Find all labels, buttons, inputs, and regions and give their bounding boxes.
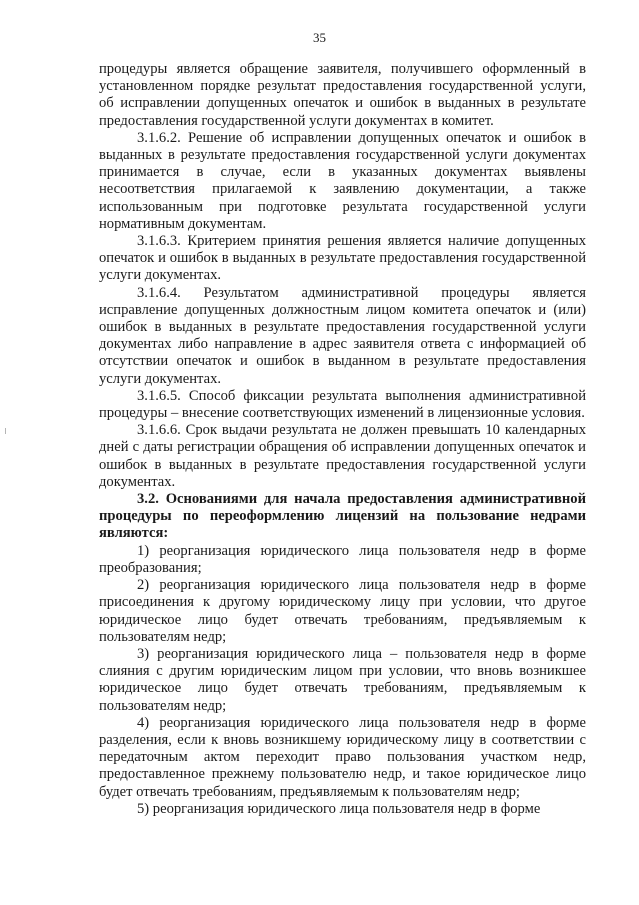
paragraph-3-1-6-6: 3.1.6.6. Срок выдачи результата не должен превышать 10 календарных дней с даты регистрации обращения об исправлении допущенных опечаток и ошибок в выданных в результате предоставления государственной услуги документах.	[99, 422, 586, 490]
list-item-3: 3) реорганизация юридического лица – пользователя недр в форме слияния с другим юридическим лицом при условии, что вновь возникшее юридическое лицо будет отвечать требованиям, предъявляемым к пользователям недр;	[99, 645, 586, 714]
paragraph-3-1-6-5: 3.1.6.5. Способ фиксации результата выполнения административной процедуры – внесение соответствующих изменений в лицензионные условия.	[99, 387, 586, 422]
list-item-1: 1) реорганизация юридического лица пользователя недр в форме преобразования;	[99, 542, 586, 576]
paragraph-3-1-6-2: 3.1.6.2. Решение об исправлении допущенных опечаток и ошибок в выданных в результате предоставления государственной услуги документах принимается в случае, если в указанных документах выявлены несоответствия прилагаемой к заявлению документации, а также использованным при подготовке результата государственной услуги нормативным документам.	[99, 129, 586, 232]
list-item-5: 5) реорганизация юридического лица пользователя недр в форме	[137, 800, 541, 817]
list-item-4: 4) реорганизация юридического лица пользователя недр в форме разделения, если к вновь возникшему юридическому лицу в соответствии с передаточным актом переходит право пользования участком недр, предоставленное прежнему пользователю недр, и такое юридическое лицо будет отвечать требованиям, предъявляемым к пользователям недр;	[99, 714, 586, 800]
paragraph-3-1-6-3: 3.1.6.3. Критерием принятия решения является наличие допущенных опечаток и ошибок в выданных в результате предоставления государственной услуги документах.	[99, 233, 586, 284]
paragraph-continuation: процедуры является обращение заявителя, получившего оформленный в установленном порядке результат предоставления государственной услуги, об исправлении допущенных опечаток и ошибок в выданных в результате предоставления государственной услуги документах в комитет.	[99, 61, 586, 129]
document-body	[99, 61, 586, 818]
margin-mark	[5, 428, 6, 434]
page-number: 35	[313, 30, 326, 45]
paragraph-3-1-6-4: 3.1.6.4. Результатом административной процедуры является исправление допущенных должностным лицом комитета опечаток и (или) ошибок в выданных в результате предоставления государственной услуги документах либо направление в адрес заявителя ответа с информацией об отсутствии опечаток и ошибок в выданном в результате предоставления услуги документах.	[99, 284, 586, 387]
section-heading-3-2: 3.2. Основаниями для начала предоставления административной процедуры по переоформлению лицензий на пользование недрами являются:	[99, 491, 586, 542]
list-item-2: 2) реорганизация юридического лица пользователя недр в форме присоединения к другому юридическому лицу при условии, что другое юридическое лицо будет отвечать требованиям, предъявляемым к пользователям недр;	[99, 577, 586, 645]
